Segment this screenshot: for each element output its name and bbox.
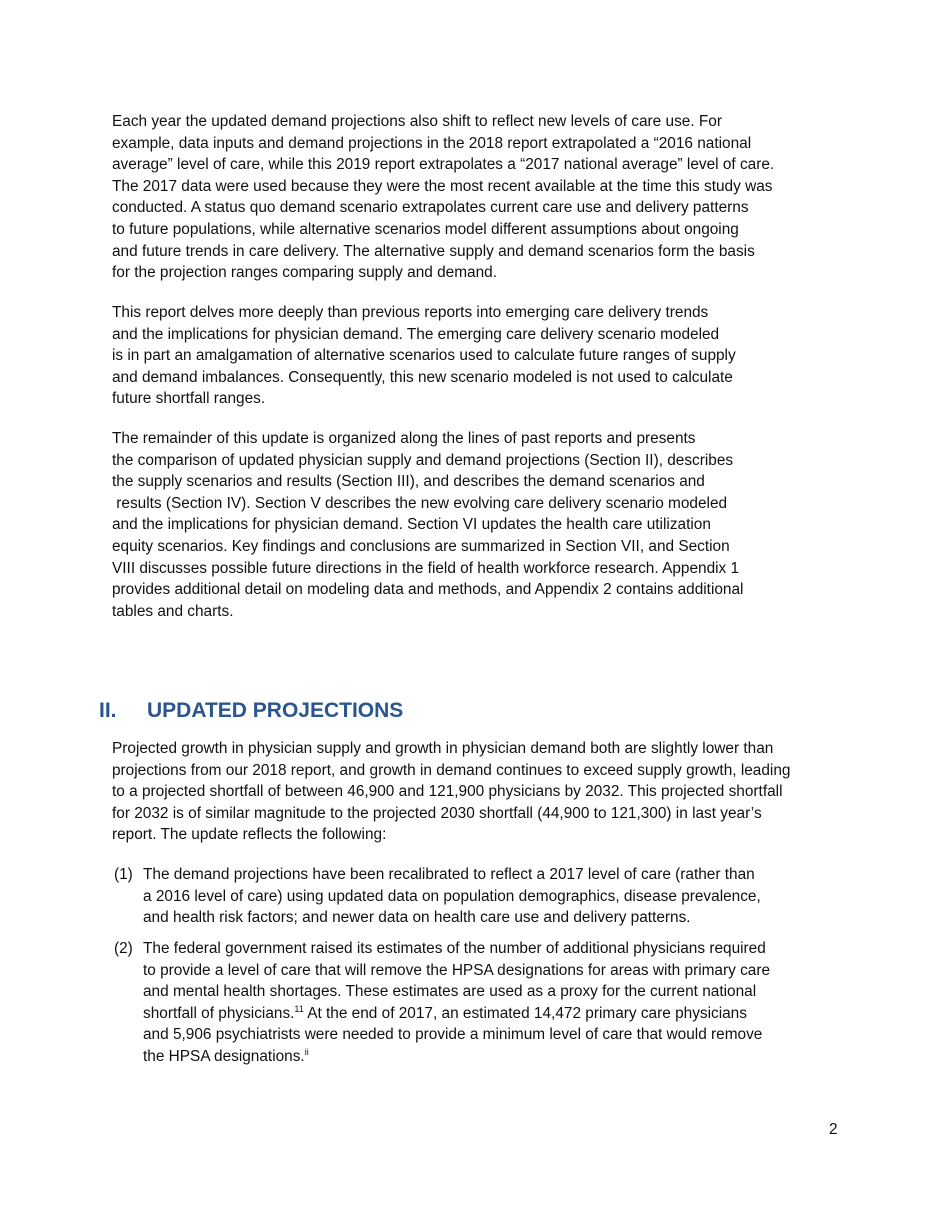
section-number: II.	[99, 699, 117, 722]
paragraph-section-intro	[112, 738, 842, 846]
paragraph-organization	[112, 428, 842, 622]
text-line	[143, 1003, 770, 1025]
text-line: conducted. A status quo demand scenario extrapolates current care use and delivery patterns	[112, 199, 749, 217]
text-line: and mental health shortages. These estimates are used as a proxy for the current national	[143, 983, 757, 1001]
text-line: results (Section IV). Section V describes the new evolving care delivery scenario modeled	[112, 494, 728, 512]
text-line: is in part an amalgamation of alternative scenarios used to calculate future ranges of supply	[112, 347, 736, 365]
text-line: and the implications for physician demand. Section VI updates the health care utilization	[112, 516, 711, 534]
text-line: VIII discusses possible future directions in the field of health workforce research. Appendix 1	[112, 559, 740, 577]
text-line: Projected growth in physician supply and growth in physician demand both are slightly lower than	[112, 740, 774, 757]
text-line: The 2017 data were used because they were the most recent available at the time this study was	[112, 177, 773, 195]
text-line: and health risk factors; and newer data on health care use and delivery patterns.	[143, 909, 691, 927]
text-line: the supply scenarios and results (Section III), and describes the demand scenarios and	[112, 473, 705, 491]
text-line: and 5,906 psychiatrists were needed to provide a minimum level of care that would remove	[143, 1026, 763, 1044]
text-line: average” level of care, while this 2019 report extrapolates a “2017 national average” level of care.	[112, 156, 775, 174]
text-fragment: At the end of 2017, an estimated 14,472 primary care physicians	[303, 1004, 747, 1022]
footnote-reference[interactable]: 11	[294, 1003, 304, 1014]
text-line: the comparison of updated physician supply and demand projections (Section II), describes	[112, 451, 734, 469]
list-item-body	[143, 938, 770, 1068]
text-line: report. The update reflects the following:	[112, 826, 387, 844]
text-line: to provide a level of care that will remove the HPSA designations for areas with primary care	[143, 961, 771, 979]
text-line: The demand projections have been recalibrated to reflect a 2017 level of care (rather than	[143, 866, 755, 883]
text-line: provides additional detail on modeling data and methods, and Appendix 2 contains additional	[112, 581, 744, 599]
text-line: The federal government raised its estimates of the number of additional physicians required	[143, 940, 766, 957]
endnote-reference[interactable]: ii	[304, 1046, 309, 1057]
text-line: to future populations, while alternative scenarios model different assumptions about ongoing	[112, 220, 739, 238]
text-line: projections from our 2018 report, and growth in demand continues to exceed supply growth, leading	[112, 761, 791, 779]
page-number: 2	[829, 1121, 838, 1138]
text-line: and future trends in care delivery. The alternative supply and demand scenarios form the basis	[112, 242, 755, 260]
section-heading	[99, 699, 403, 723]
text-fragment: shortfall of physicians.	[143, 1004, 295, 1022]
text-line: a 2016 level of care) using updated data on population demographics, disease prevalence,	[143, 887, 761, 905]
text-line: for the projection ranges comparing supply and demand.	[112, 264, 497, 282]
paragraph-emerging-trends	[112, 302, 842, 410]
text-line: for 2032 is of similar magnitude to the projected 2030 shortfall (44,900 to 121,300) in last year’s	[112, 804, 762, 822]
text-line: equity scenarios. Key findings and conclusions are summarized in Section VII, and Section	[112, 537, 730, 555]
text-line: to a projected shortfall of between 46,900 and 121,900 physicians by 2032. This projected shortfall	[112, 783, 783, 801]
text-line: future shortfall ranges.	[112, 390, 266, 408]
text-line: and demand imbalances. Consequently, this new scenario modeled is not used to calculate	[112, 368, 733, 386]
list-item-body	[143, 864, 761, 929]
text-line: The remainder of this update is organized along the lines of past reports and presents	[112, 430, 696, 447]
paragraph-demand-shift	[112, 111, 842, 284]
section-title: UPDATED PROJECTIONS	[147, 699, 404, 722]
text-line: Each year the updated demand projections also shift to reflect new levels of care use. For	[112, 113, 722, 130]
text-line: tables and charts.	[112, 602, 234, 620]
text-line: This report delves more deeply than previous reports into emerging care delivery trends	[112, 304, 709, 321]
text-line: example, data inputs and demand projections in the 2018 report extrapolated a “2016 national	[112, 134, 752, 152]
text-fragment: the HPSA designations.	[143, 1047, 305, 1065]
list-item-marker: (2)	[114, 940, 133, 957]
list-item-marker: (1)	[114, 866, 133, 883]
text-line: and the implications for physician demand. The emerging care delivery scenario modeled	[112, 325, 720, 343]
text-line	[143, 1046, 770, 1068]
